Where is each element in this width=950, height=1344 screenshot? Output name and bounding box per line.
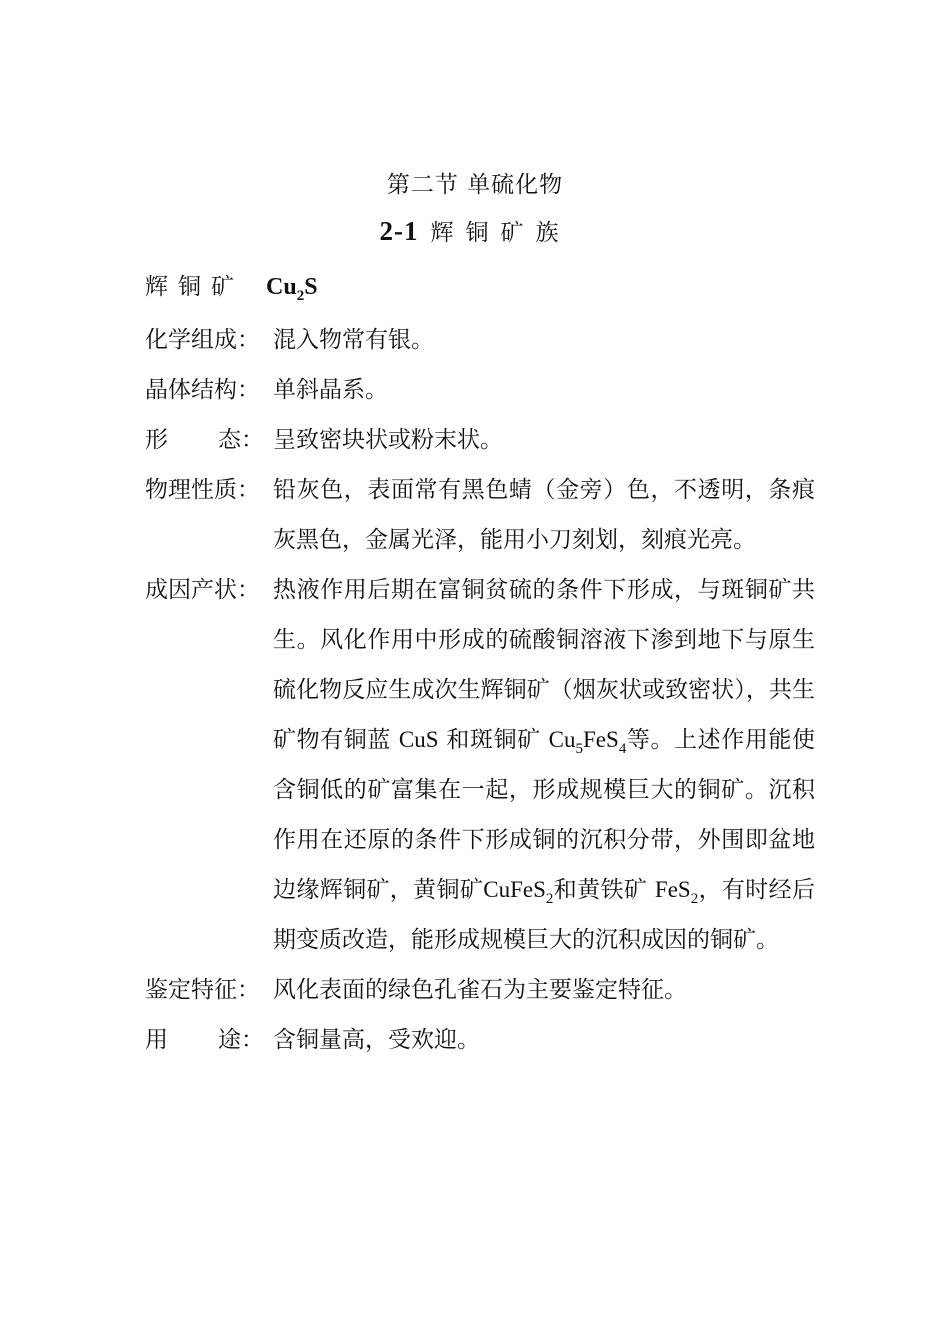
label-char-2: 途：	[218, 1027, 264, 1053]
label-char-1: 用	[145, 1027, 168, 1053]
label-char-2: 态：	[218, 427, 264, 453]
property-label: 化学组成：	[145, 327, 260, 353]
section-title: 第二节 单硫化物	[386, 172, 564, 198]
property-row-chemical-composition	[145, 315, 815, 365]
genesis-text-3: 等。上述作用能使含铜低的矿富集在一起，形成规模巨大的铜矿。沉积作用在还原的条件下形成铜的沉积分带，外围即盆地边缘辉铜矿，黄铜矿	[273, 727, 816, 903]
property-list	[145, 315, 815, 1065]
bornite-part-a: Cu	[548, 727, 576, 752]
property-label: 成因产状：	[145, 577, 260, 603]
chalcopyrite-formula	[483, 877, 554, 907]
mineral-formula	[266, 274, 318, 304]
property-label: 晶体结构：	[145, 377, 260, 403]
property-label	[145, 1015, 273, 1065]
pyrite-part-a: FeS	[654, 877, 691, 902]
property-value: 呈致密块状或粉末状。	[273, 427, 503, 453]
property-value	[273, 565, 815, 965]
bornite-sub-a: 5	[575, 741, 584, 757]
property-label	[145, 415, 273, 465]
property-row-usage	[145, 1015, 815, 1065]
property-label: 鉴定特征：	[145, 977, 260, 1003]
group-name: 辉铜矿族	[430, 220, 571, 246]
mineral-name: 辉铜矿	[145, 274, 244, 300]
group-title	[0, 214, 950, 247]
property-value: 铅灰色，表面常有黑色蜻（金旁）色，不透明，条痕灰黑色，金属光泽，能用小刀刻划，刻痕光亮。	[273, 477, 815, 553]
bornite-formula	[548, 727, 627, 757]
property-row-physical-properties	[145, 465, 815, 565]
mineral-heading	[145, 268, 318, 304]
property-row-morphology	[145, 415, 815, 465]
chalcopyrite-part-a: CuFeS	[483, 877, 546, 902]
property-value: 含铜量高，受欢迎。	[273, 1027, 480, 1053]
genesis-text-1: 热液作用后期在富铜贫硫的条件下形成，与斑铜矿共生。风化作用中形成的硫酸铜溶液下渗到地下与原生硫化物反应生成次生辉铜矿（烟灰状或致密状），共生矿物有铜蓝	[273, 577, 815, 753]
property-label: 物理性质：	[145, 477, 260, 503]
label-char-1: 形	[145, 427, 168, 453]
formula-subscript: 2	[296, 288, 305, 304]
genesis-text-2: 和斑铜矿	[438, 727, 549, 753]
formula-tail: S	[304, 274, 318, 300]
property-row-genesis	[145, 565, 815, 965]
property-row-crystal-structure	[145, 365, 815, 415]
property-value: 混入物常有银。	[273, 327, 434, 353]
group-number: 2-1	[379, 216, 419, 246]
pyrite-sub-a: 2	[690, 891, 699, 907]
bornite-part-b: FeS	[583, 727, 619, 752]
formula-base: Cu	[266, 274, 297, 300]
genesis-text-5: ，有时经后期变质改造，能形成规模巨大的沉积成因的铜矿。	[273, 877, 816, 953]
genesis-text-4: 和黄铁矿	[553, 877, 655, 903]
property-row-identification	[145, 965, 815, 1015]
covellite-formula: CuS	[398, 727, 439, 752]
property-value: 单斜晶系。	[273, 377, 388, 403]
property-value: 风化表面的绿色孔雀石为主要鉴定特征。	[273, 977, 687, 1003]
bornite-sub-b: 4	[618, 741, 627, 757]
chalcopyrite-sub-a: 2	[545, 891, 554, 907]
pyrite-formula	[654, 877, 699, 907]
